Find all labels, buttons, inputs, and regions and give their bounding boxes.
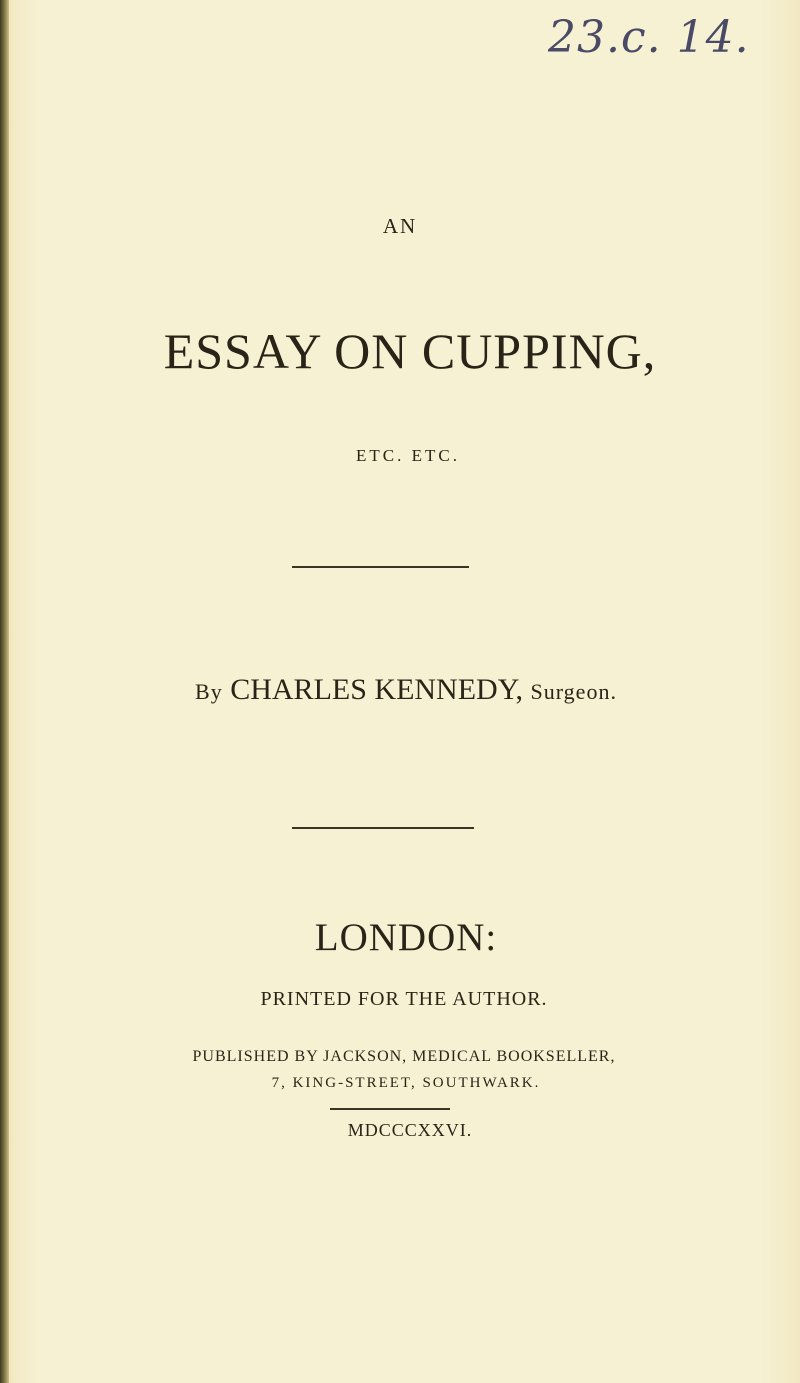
author-by: By [195, 679, 223, 704]
imprint-address: 7, KING-STREET, SOUTHWARK. [271, 1075, 541, 1091]
title-article: AN [382, 214, 418, 238]
author-line [6, 673, 800, 707]
imprint-city: LONDON: [314, 916, 498, 959]
handwritten-shelfmark: 23.c. 14. [548, 12, 750, 63]
divider-rule [292, 827, 474, 829]
imprint-printed-for: PRINTED FOR THE AUTHOR. [260, 988, 548, 1010]
author-name: CHARLES KENNEDY, [230, 673, 524, 706]
imprint-year: MDCCCXXVI. [347, 1120, 473, 1140]
book-title: ESSAY ON CUPPING, [163, 323, 657, 379]
divider-rule [330, 1108, 450, 1110]
author-role: Surgeon. [530, 679, 617, 704]
imprint-publisher: PUBLISHED BY JACKSON, MEDICAL BOOKSELLER, [192, 1048, 616, 1065]
book-subtitle: ETC. ETC. [356, 446, 460, 465]
divider-rule [292, 566, 469, 568]
